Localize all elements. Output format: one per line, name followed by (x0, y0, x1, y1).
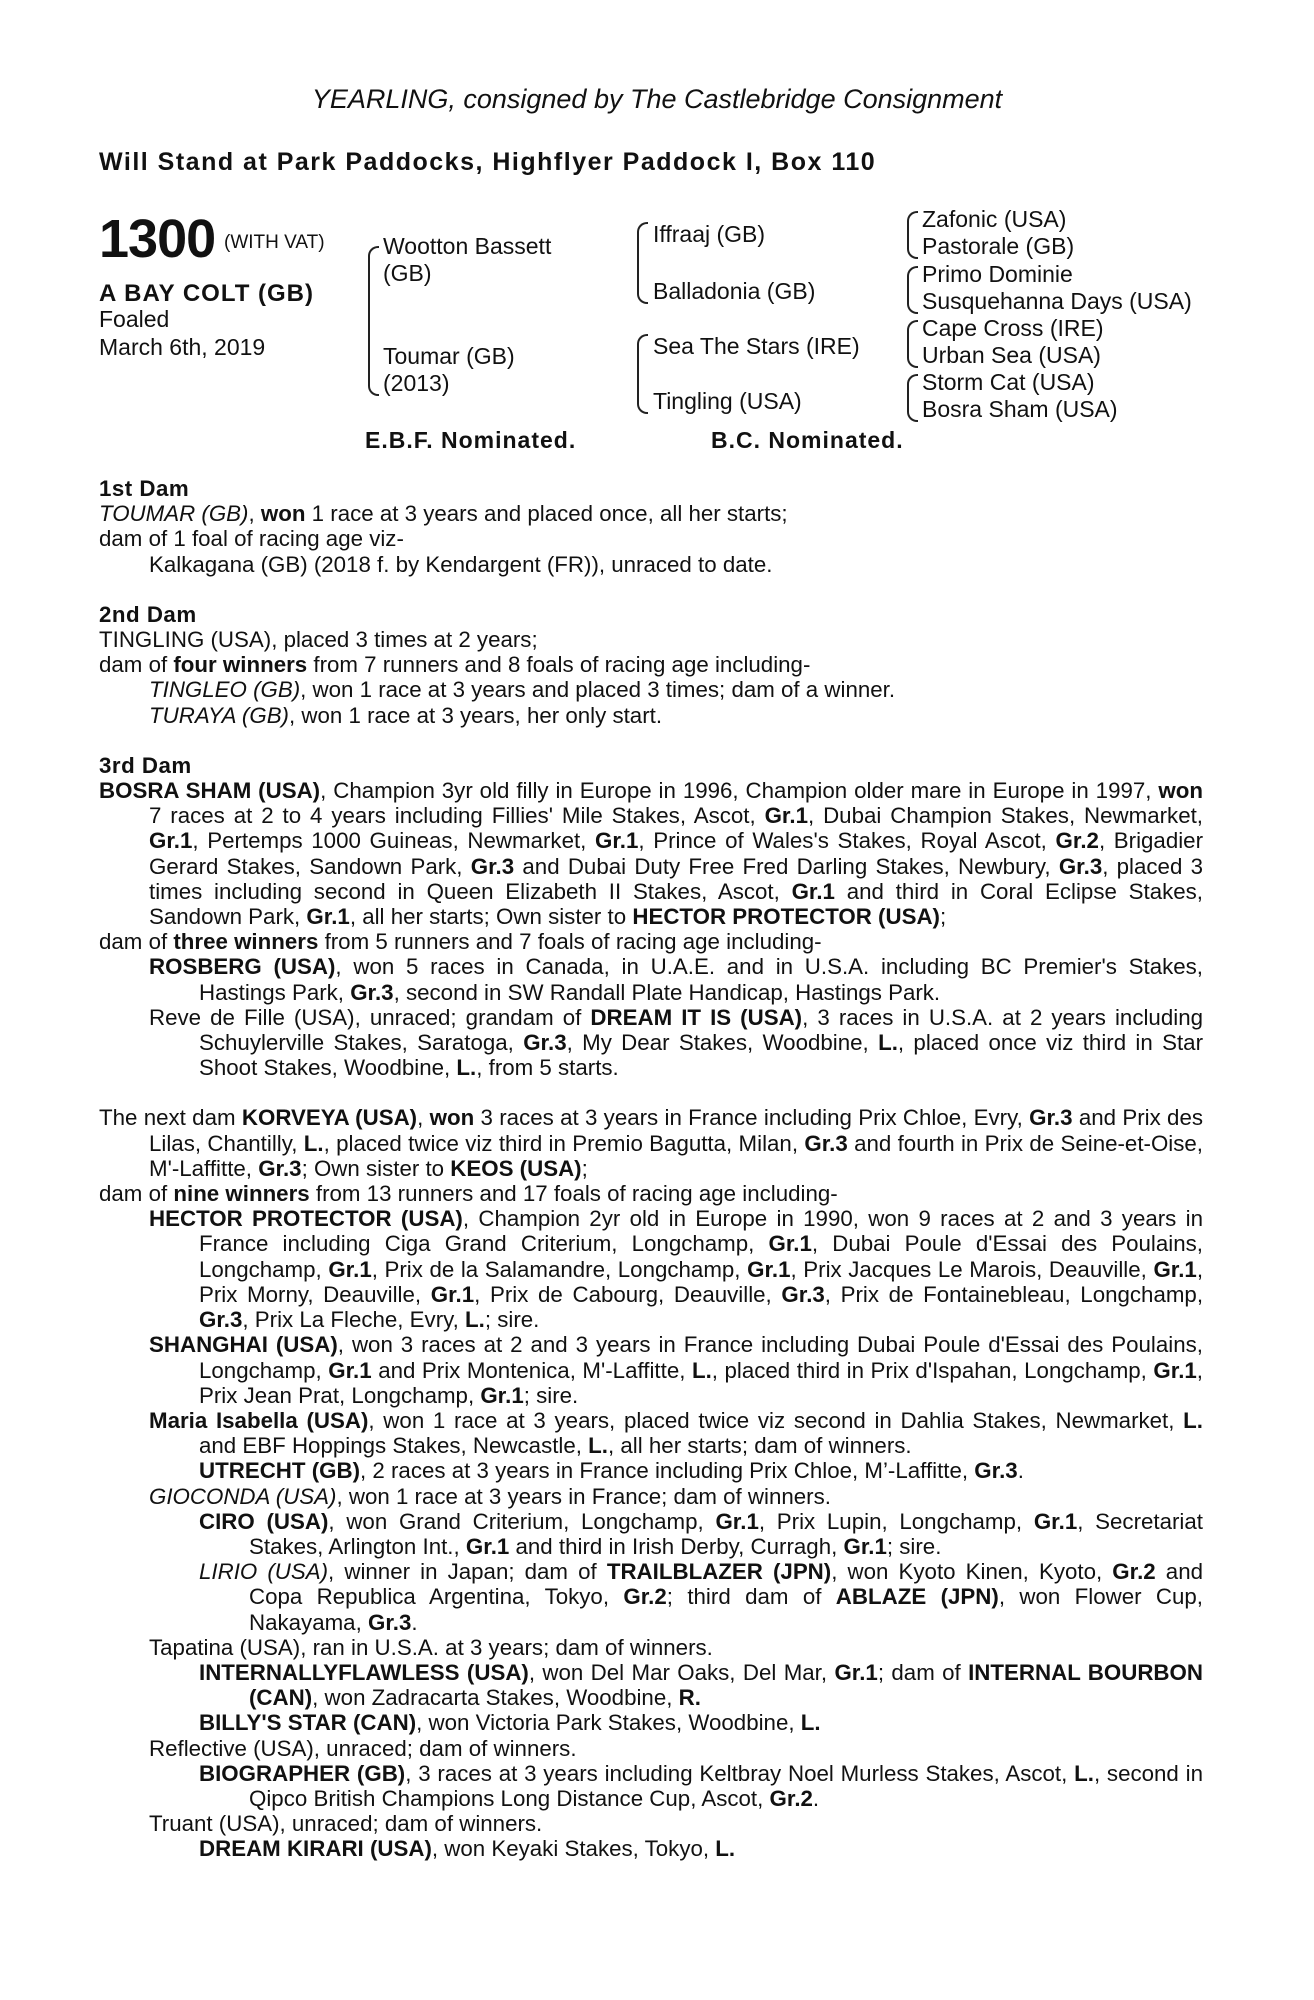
dam-name: Toumar (GB) (383, 343, 515, 369)
shanghai-entry: SHANGHAI (USA), won 3 races at 2 and 3 years in France including Dubai Poule d'Essai des Poulains, Longchamp, Gr.1 and Prix Montenica, M'-Laffitte, L., placed third in Prix d'Ispahan, Longchamp, Gr.1, Prix Jean Prat, Longchamp, Gr.1; sire. (149, 1332, 1203, 1408)
first-dam-produce-intro: dam of 1 foal of racing age viz- (99, 526, 404, 552)
gioconda-entry: GIOCONDA (USA), won 1 race at 3 years in France; dam of winners. (149, 1483, 831, 1509)
second-dam-section (99, 602, 1203, 728)
vat-note: (WITH VAT) (224, 232, 325, 253)
grandparent-4: Susquehanna Days (USA) (922, 288, 1192, 314)
third-dam-section (99, 753, 1203, 1081)
second-dam-produce-2: TURAYA (GB), won 1 race at 3 years, her only start. (149, 702, 663, 728)
horse-description: A BAY COLT (GB) (99, 280, 315, 307)
sire-name: Wootton Bassett (383, 233, 552, 259)
grandparent-5: Cape Cross (IRE) (922, 315, 1104, 341)
internallyflawless-entry: INTERNALLYFLAWLESS (USA), won Del Mar Oaks, Del Mar, Gr.1; dam of INTERNAL BOURBON (CAN), won Zadracarta Stakes, Woodbine, R. (199, 1659, 1203, 1711)
reflective-entry: Reflective (USA), unraced; dam of winners. (149, 1735, 577, 1761)
first-dam-record: TOUMAR (GB), won 1 race at 3 years and placed once, all her starts; (99, 501, 788, 527)
second-dam-produce-1: TINGLEO (GB), won 1 race at 3 years and placed 3 times; dam of a winner. (149, 677, 896, 703)
grandparent-6: Urban Sea (USA) (922, 342, 1101, 368)
reve-de-fille-entry: Reve de Fille (USA), unraced; grandam of DREAM IT IS (USA), 3 races in U.S.A. at 2 years including Schuylerville Stakes, Saratoga, Gr.3, My Dear Stakes, Woodbine, L., placed once viz third in Star Shoot Stakes, Woodbine, L., from 5 starts. (149, 1004, 1204, 1081)
ciro-entry: CIRO (USA), won Grand Criterium, Longchamp, Gr.1, Prix Lupin, Longchamp, Gr.1, Secretariat Stakes, Arlington Int., Gr.1 and third in Irish Derby, Curragh, Gr.1; sire. (199, 1508, 1203, 1559)
dam-name: TOUMAR (GB) (99, 501, 249, 527)
lirio-entry: LIRIO (USA), winner in Japan; dam of TRAILBLAZER (JPN), won Kyoto Kinen, Kyoto, Gr.2 and Copa Republica Argentina, Tokyo, Gr.2; third dam of ABLAZE (JPN), won Flower Cup, Nakayama, Gr.3. (199, 1559, 1204, 1635)
dam-dam: Tingling (USA) (653, 388, 802, 414)
second-dam-record: TINGLING (USA), placed 3 times at 2 years; (99, 627, 538, 653)
rosberg-entry: ROSBERG (USA), won 5 races in Canada, in U.A.E. and in U.S.A. including BC Premier's Stakes, Hastings Park, Gr.3, second in SW Randall Plate Handicap, Hastings Park. (149, 954, 1203, 1005)
pedigree-notes (99, 476, 1203, 1862)
second-dam-produce-intro: dam of four winners from 7 runners and 8 foals of racing age including- (99, 652, 811, 678)
g-brace-3 (907, 320, 918, 368)
bc-nominated: B.C. Nominated. (711, 427, 904, 453)
grandparent-7: Storm Cat (USA) (922, 369, 1095, 395)
first-dam-section (99, 476, 1203, 577)
sire-origin: (GB) (383, 260, 432, 286)
second-dam-heading: 2nd Dam (99, 601, 197, 627)
ebf-nominated: E.B.F. Nominated. (365, 427, 577, 453)
sire-sire: Iffraaj (GB) (653, 221, 766, 247)
grandparent-1: Zafonic (USA) (922, 206, 1067, 232)
truant-entry: Truant (USA), unraced; dam of winners. (149, 1811, 543, 1837)
third-dam-record: BOSRA SHAM (USA), Champion 3yr old filly in Europe in 1996, Champion older mare in Europe in 1997, won 7 races at 2 to 4 years including Fillies' Mile Stakes, Ascot, Gr.1, Dubai Champion Stakes, Newmarket, Gr.1, Pertemps 1000 Guineas, Newmarket, Gr.1, Prince of Wales's Stakes, Royal Ascot, Gr.2, Brigadier Gerard Stakes, Sandown Park, Gr.3 and Dubai Duty Free Fred Darling Stakes, Newbury, Gr.3, placed 3 times including second in Queen Elizabeth II Stakes, Ascot, Gr.1 and third in Coral Eclipse Stakes, Sandown Park, Gr.1, all her starts; Own sister to HECTOR PROTECTOR (USA); (99, 778, 1204, 930)
sire-parents-brace (637, 222, 648, 304)
hector-protector-entry: HECTOR PROTECTOR (USA), Champion 2yr old in Europe in 1990, won 9 races at 2 and 3 years in France including Ciga Grand Criterium, Longchamp, Gr.1, Dubai Poule d'Essai des Poulains, Longchamp, Gr.1, Prix de la Salamandre, Longchamp, Gr.1, Prix Jacques Le Marois, Deauville, Gr.1, Prix Morny, Deauville, Gr.1, Prix de Cabourg, Deauville, Gr.3, Prix de Fontainebleau, Longchamp, Gr.3, Prix La Fleche, Evry, L.; sire. (149, 1206, 1204, 1333)
tapatina-entry: Tapatina (USA), ran in U.S.A. at 3 years; dam of winners. (149, 1634, 713, 1660)
g-brace-2 (907, 266, 918, 314)
first-dam-produce: Kalkagana (GB) (2018 f. by Kendargent (FR)), unraced to date. (149, 551, 773, 577)
foaled-label: Foaled (99, 306, 170, 332)
lot-number: 1300 (99, 209, 216, 269)
third-dam-produce-intro: dam of three winners from 5 runners and 7 foals of racing age including- (99, 929, 822, 955)
catalogue-title: YEARLING, consigned by The Castlebridge Consignment (311, 84, 1003, 114)
dam-sire: Sea The Stars (IRE) (653, 333, 860, 359)
stabling-location: Will Stand at Park Paddocks, Highflyer Paddock I, Box 110 (99, 148, 877, 176)
sire-dam-brace (368, 246, 379, 396)
grandparent-3: Primo Dominie (922, 261, 1073, 287)
utrecht-entry: UTRECHT (GB), 2 races at 3 years in France including Prix Chloe, M’-Laffitte, Gr.3. (199, 1458, 1024, 1484)
g-brace-1 (907, 211, 918, 259)
grandparent-8: Bosra Sham (USA) (922, 396, 1118, 422)
billys-star-entry: BILLY'S STAR (CAN), won Victoria Park Stakes, Woodbine, L. (199, 1710, 821, 1736)
third-dam-heading: 3rd Dam (99, 752, 192, 778)
dam-year: (2013) (383, 370, 450, 396)
first-dam-heading: 1st Dam (99, 476, 190, 501)
foaled-date: March 6th, 2019 (99, 334, 266, 360)
next-dam-section (99, 1105, 1203, 1861)
dam-parents-brace (637, 334, 648, 414)
grandparent-2: Pastorale (GB) (922, 233, 1075, 259)
maria-isabella-entry: Maria Isabella (USA), won 1 race at 3 years, placed twice viz second in Dahlia Stakes, Newmarket, L. and EBF Hoppings Stakes, Newcastle, L., all her starts; dam of winners. (149, 1407, 1203, 1459)
next-dam-produce-intro: dam of nine winners from 13 runners and 17 foals of racing age including- (99, 1181, 838, 1207)
next-dam-record: The next dam KORVEYA (USA), won 3 races at 3 years in France including Prix Chloe, Evry, Gr.3 and Prix des Lilas, Chantilly, L., placed twice viz third in Premio Bagutta, Milan, Gr.3 and fourth in Prix de Seine-et-Oise, M'-Laffitte, Gr.3; Own sister to KEOS (USA); (99, 1105, 1203, 1181)
sire-dam: Balladonia (GB) (653, 278, 816, 304)
g-brace-4 (907, 374, 918, 422)
biographer-entry: BIOGRAPHER (GB), 3 races at 3 years including Keltbray Noel Murless Stakes, Ascot, L., second in Qipco British Champions Long Distance Cup, Ascot, Gr.2. (199, 1760, 1203, 1811)
dream-kirari-entry: DREAM KIRARI (USA), won Keyaki Stakes, Tokyo, L. (199, 1836, 736, 1862)
